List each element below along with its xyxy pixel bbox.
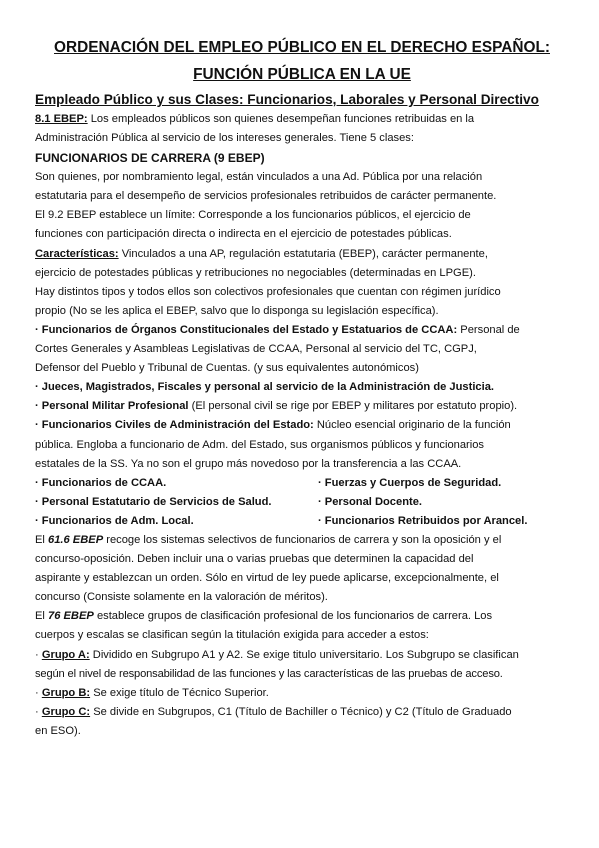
grupo-a-bullet: · <box>35 648 42 661</box>
art76-paragraph <box>35 607 569 645</box>
section-subtitle: Empleado Público y sus Clases: Funcionarios, Laborales y Personal Directivo <box>35 92 539 107</box>
carrera-line-1: Son quienes, por nombramiento legal, están vinculados a una Ad. Pública por una relación <box>35 171 483 184</box>
civiles-label: · Funcionarios Civiles de Administración del Estado: <box>35 419 314 432</box>
grupo-a-line-2: según el nivel de responsabilidad de las funciones y las características de las pruebas de acceso. <box>35 667 503 680</box>
art76-ref: 76 EBEP <box>48 610 94 623</box>
organos-line-1: Personal de <box>457 323 520 336</box>
caracteristicas-line-4: propio (No se les aplica el EBEP, salvo que lo disponga su legislación específica). <box>35 304 439 317</box>
caracteristicas-line-3: Hay distintos tipos y todos ellos son colectivos profesionales que cuentan con régimen jurídico <box>35 285 501 298</box>
document-title-line-1: ORDENACIÓN DEL EMPLEO PÚBLICO EN EL DERECHO ESPAÑOL: <box>54 39 550 56</box>
militar-text: (El personal civil se rige por EBEP y militares por estatuto propio). <box>188 400 518 413</box>
grupo-c-line-1: Se divide en Subgrupos, C1 (Título de Bachiller o Técnico) y C2 (Título de Graduado <box>90 705 512 718</box>
grupo-b-paragraph <box>35 684 569 703</box>
funcionarios-types-grid <box>35 474 569 531</box>
caracteristicas-line-2: ejercicio de potestades públicas y retribuciones no negociables (determinadas en LPGE). <box>35 266 476 279</box>
organos-label: · Funcionarios de Órganos Constitucionales del Estado y Estatuarios de CCAA: <box>35 323 458 336</box>
list-item: · Funcionarios de CCAA. <box>35 476 167 489</box>
organos-paragraph <box>35 321 569 378</box>
caracteristicas-paragraph <box>35 245 569 321</box>
caracteristicas-line-1: Vinculados a una AP, regulación estatutaria (EBEP), carácter permanente, <box>118 247 488 260</box>
art61-line-3: aspirante y establezcan un orden. Sólo en virtud de ley puede aplicarse, excepcionalmente, el <box>35 572 499 585</box>
document-title-line-2: FUNCIÓN PÚBLICA EN LA UE <box>193 66 411 83</box>
list-item: · Personal Docente. <box>318 495 423 508</box>
grupo-a-paragraph <box>35 646 569 684</box>
grupo-c-line-2: en ESO). <box>35 724 81 737</box>
art61-line-1: recoge los sistemas selectivos de funcionarios de carrera y son la oposición y el <box>103 533 502 546</box>
art61-paragraph <box>35 531 569 607</box>
carrera-line-2: estatutaria para el desempeño de servicios profesionales retribuidos de carácter permanente. <box>35 190 497 203</box>
civiles-line-2: pública. Engloba a funcionario de Adm. del Estado, sus organismos públicos y funcionarios <box>35 438 484 451</box>
grupo-b-line-1: Se exige título de Técnico Superior. <box>90 686 269 699</box>
militar-label: · Personal Militar Profesional <box>35 400 189 413</box>
list-item: · Funcionarios Retribuidos por Arancel. <box>318 514 528 527</box>
intro-paragraph <box>35 110 569 148</box>
intro-text-1: Los empleados públicos son quienes desempeñan funciones retribuidas en la <box>87 113 475 125</box>
art61-line-4: concurso (Consiste solamente en la valoración de méritos). <box>35 591 328 604</box>
art61-pre: El <box>35 533 49 546</box>
intro-text-2: Administración Pública al servicio de los intereses generales. Tiene 5 clases: <box>35 132 414 145</box>
art61-ref: 61.6 EBEP <box>48 533 104 546</box>
carrera-paragraph <box>35 168 569 244</box>
jueces-item: · Jueces, Magistrados, Fiscales y personal al servicio de la Administración de Justicia. <box>35 381 495 394</box>
intro-ref: 8.1 EBEP: <box>35 113 88 125</box>
organos-line-3: Defensor del Pueblo y Tribunal de Cuentas. (y sus equivalentes autonómicos) <box>35 362 419 375</box>
carrera-line-3: El 9.2 EBEP establece un límite: Corresponde a los funcionarios públicos, el ejercicio de <box>35 209 471 222</box>
grupo-c-label: Grupo C: <box>41 705 91 718</box>
grupo-a-line-1: Dividido en Subgrupo A1 y A2. Se exige titulo universitario. Los Subgrupo se clasifican <box>89 648 519 661</box>
grupo-c-bullet: · <box>35 705 42 718</box>
art76-line-1: establece grupos de clasificación profesional de los funcionarios de carrera. Los <box>93 610 493 623</box>
list-item: · Funcionarios de Adm. Local. <box>35 514 194 527</box>
grupo-b-bullet: · <box>35 686 42 699</box>
grupo-b-label: Grupo B: <box>41 686 91 699</box>
carrera-line-4: funciones con participación directa o indirecta en el ejercicio de potestades públicas. <box>35 228 452 241</box>
heading-funcionarios-carrera: FUNCIONARIOS DE CARRERA (9 EBEP) <box>35 151 265 166</box>
caracteristicas-label: Características: <box>35 247 119 260</box>
art76-line-2: cuerpos y escalas se clasifican según la titulación exigida para acceder a estos: <box>35 629 429 642</box>
civiles-line-1: Núcleo esencial originario de la función <box>313 419 511 432</box>
list-item: · Fuerzas y Cuerpos de Seguridad. <box>318 476 502 489</box>
civiles-line-3: estatales de la SS. Ya no son el grupo más novedoso por la transferencia a las CCAA. <box>35 457 462 470</box>
list-item: · Personal Estatutario de Servicios de Salud. <box>35 495 272 508</box>
organos-line-2: Cortes Generales y Asambleas Legislativas de CCAA, Personal al servicio del TC, CGPJ, <box>35 343 477 356</box>
civiles-paragraph <box>35 416 569 473</box>
grupo-c-paragraph <box>35 703 569 741</box>
grupo-a-label: Grupo A: <box>41 648 90 661</box>
art76-pre: El <box>35 610 49 623</box>
art61-line-2: concurso-oposición. Deben incluir una o varias pruebas que determinen la capacidad del <box>35 553 474 566</box>
